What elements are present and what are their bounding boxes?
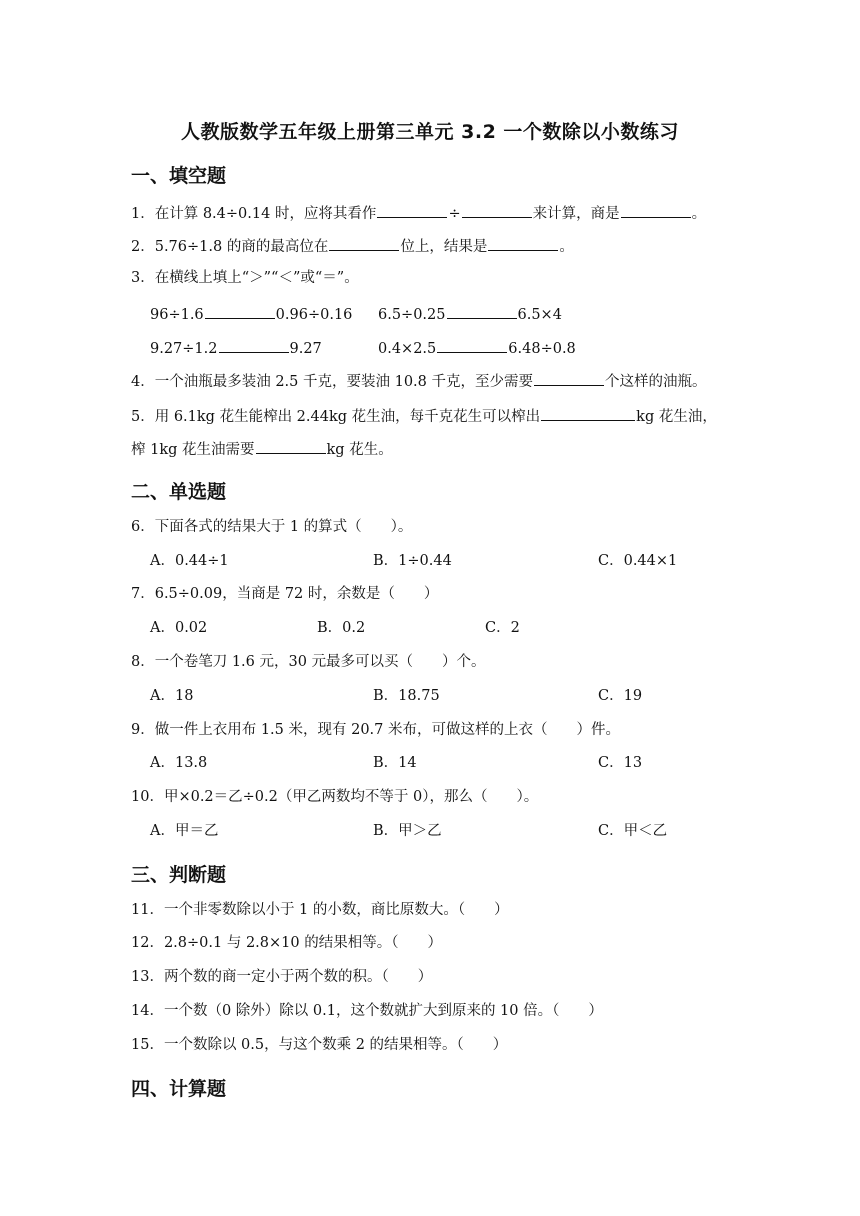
- section-heading-judge: 三、判断题: [131, 864, 227, 886]
- q5-text-d: kg 花生。: [326, 442, 393, 458]
- section-heading-calc: 四、计算题: [131, 1078, 227, 1100]
- question-3-row-1-right: [378, 303, 562, 325]
- q2-text-c: 。: [559, 239, 574, 255]
- q10-option-c[interactable]: C．甲＜乙: [598, 823, 668, 839]
- q1-blank-2[interactable]: [462, 202, 532, 218]
- q3-r2-blank-1[interactable]: [219, 337, 289, 353]
- question-11: 11．一个非零数除以小于 1 的小数，商比原数大。（ ）: [131, 902, 509, 918]
- q3-r1-right-a: 6.5÷0.25: [378, 307, 446, 323]
- question-12: 12．2.8÷0.1 与 2.8×10 的结果相等。（ ）: [131, 935, 442, 951]
- q2-blank-1[interactable]: [329, 235, 399, 251]
- q3-r2-left-a: 9.27÷1.2: [150, 341, 218, 357]
- q2-blank-2[interactable]: [488, 235, 558, 251]
- q8-option-a[interactable]: A．18: [150, 688, 194, 704]
- q3-r2-right-b: 6.48÷0.8: [508, 341, 576, 357]
- section-heading-fill: 一、填空题: [131, 165, 227, 187]
- q7-option-a[interactable]: A．0.02: [150, 620, 208, 636]
- q10-option-b[interactable]: B．甲＞乙: [373, 823, 442, 839]
- q5-blank-2[interactable]: [256, 438, 326, 454]
- q8-option-c[interactable]: C．19: [598, 688, 643, 704]
- question-1: [131, 202, 706, 224]
- q2-text-a: 2．5.76÷1.8 的商的最高位在: [131, 239, 329, 255]
- q3-r1-blank-1[interactable]: [205, 303, 275, 319]
- question-14: 14．一个数（0 除外）除以 0.1，这个数就扩大到原来的 10 倍。（ ）: [131, 1003, 603, 1019]
- question-8: 8．一个卷笔刀 1.6 元，30 元最多可以买（ ）个。: [131, 654, 486, 670]
- question-5-line-1: [131, 405, 717, 427]
- question-10: 10．甲×0.2＝乙÷0.2（甲乙两数均不等于 0），那么（ ）。: [131, 789, 539, 805]
- q3-r2-left-b: 9.27: [289, 341, 322, 357]
- q4-blank-1[interactable]: [534, 370, 604, 386]
- question-7: 7．6.5÷0.09，当商是 72 时，余数是（ ）: [131, 586, 439, 602]
- question-6: 6．下面各式的结果大于 1 的算式（ ）。: [131, 519, 413, 535]
- q1-blank-1[interactable]: [377, 202, 447, 218]
- q1-text-a: 1．在计算 8.4÷0.14 时，应将其看作: [131, 206, 377, 222]
- question-3-row-1: [150, 303, 352, 325]
- q2-text-b: 位上，结果是: [400, 239, 488, 255]
- q1-text-c: 来计算，商是: [532, 206, 620, 222]
- q5-text-b: kg 花生油，: [636, 409, 717, 425]
- q3-r1-blank-2[interactable]: [447, 303, 517, 319]
- q5-text-a: 5．用 6.1kg 花生能榨出 2.44kg 花生油，每千克花生可以榨出: [131, 409, 541, 425]
- question-5-line-2: [131, 438, 393, 460]
- q6-option-b[interactable]: B．1÷0.44: [373, 553, 452, 569]
- question-15: 15．一个数除以 0.5，与这个数乘 2 的结果相等。（ ）: [131, 1037, 508, 1053]
- q5-blank-1[interactable]: [541, 405, 635, 421]
- q4-text-b: 个这样的油瓶。: [605, 374, 707, 390]
- q6-option-a[interactable]: A．0.44÷1: [150, 553, 229, 569]
- q6-option-c[interactable]: C．0.44×1: [598, 553, 678, 569]
- q9-option-a[interactable]: A．13.8: [150, 755, 208, 771]
- section-heading-choice: 二、单选题: [131, 481, 227, 503]
- q1-blank-3[interactable]: [621, 202, 691, 218]
- q5-text-c: 榨 1kg 花生油需要: [131, 442, 255, 458]
- q3-r2-right-a: 0.4×2.5: [378, 341, 437, 357]
- q3-r1-left-a: 96÷1.6: [150, 307, 204, 323]
- q1-text-d: 。: [691, 206, 707, 222]
- q3-r1-right-b: 6.5×4: [517, 307, 562, 323]
- question-9: 9．做一件上衣用布 1.5 米，现有 20.7 米布，可做这样的上衣（ ）件。: [131, 722, 621, 738]
- q9-option-c[interactable]: C．13: [598, 755, 643, 771]
- q7-option-b[interactable]: B．0.2: [317, 620, 366, 636]
- q7-option-c[interactable]: C．2: [485, 620, 520, 636]
- q1-text-b: ÷: [448, 206, 461, 222]
- q3-r2-blank-2[interactable]: [437, 337, 507, 353]
- question-3-row-2: [150, 337, 322, 359]
- question-4: [131, 370, 707, 392]
- q9-option-b[interactable]: B．14: [373, 755, 417, 771]
- question-13: 13．两个数的商一定小于两个数的积。（ ）: [131, 969, 433, 985]
- question-3-row-2-right: [378, 337, 576, 359]
- question-2: [131, 235, 574, 257]
- question-3-stem: 3．在横线上填上“＞”“＜”或“＝”。: [131, 270, 359, 286]
- q8-option-b[interactable]: B．18.75: [373, 688, 440, 704]
- page-title: 人教版数学五年级上册第三单元 3.2 一个数除以小数练习: [181, 121, 679, 143]
- q10-option-a[interactable]: A．甲＝乙: [150, 823, 219, 839]
- q4-text-a: 4．一个油瓶最多装油 2.5 千克，要装油 10.8 千克，至少需要: [131, 374, 534, 390]
- q3-r1-left-b: 0.96÷0.16: [275, 307, 353, 323]
